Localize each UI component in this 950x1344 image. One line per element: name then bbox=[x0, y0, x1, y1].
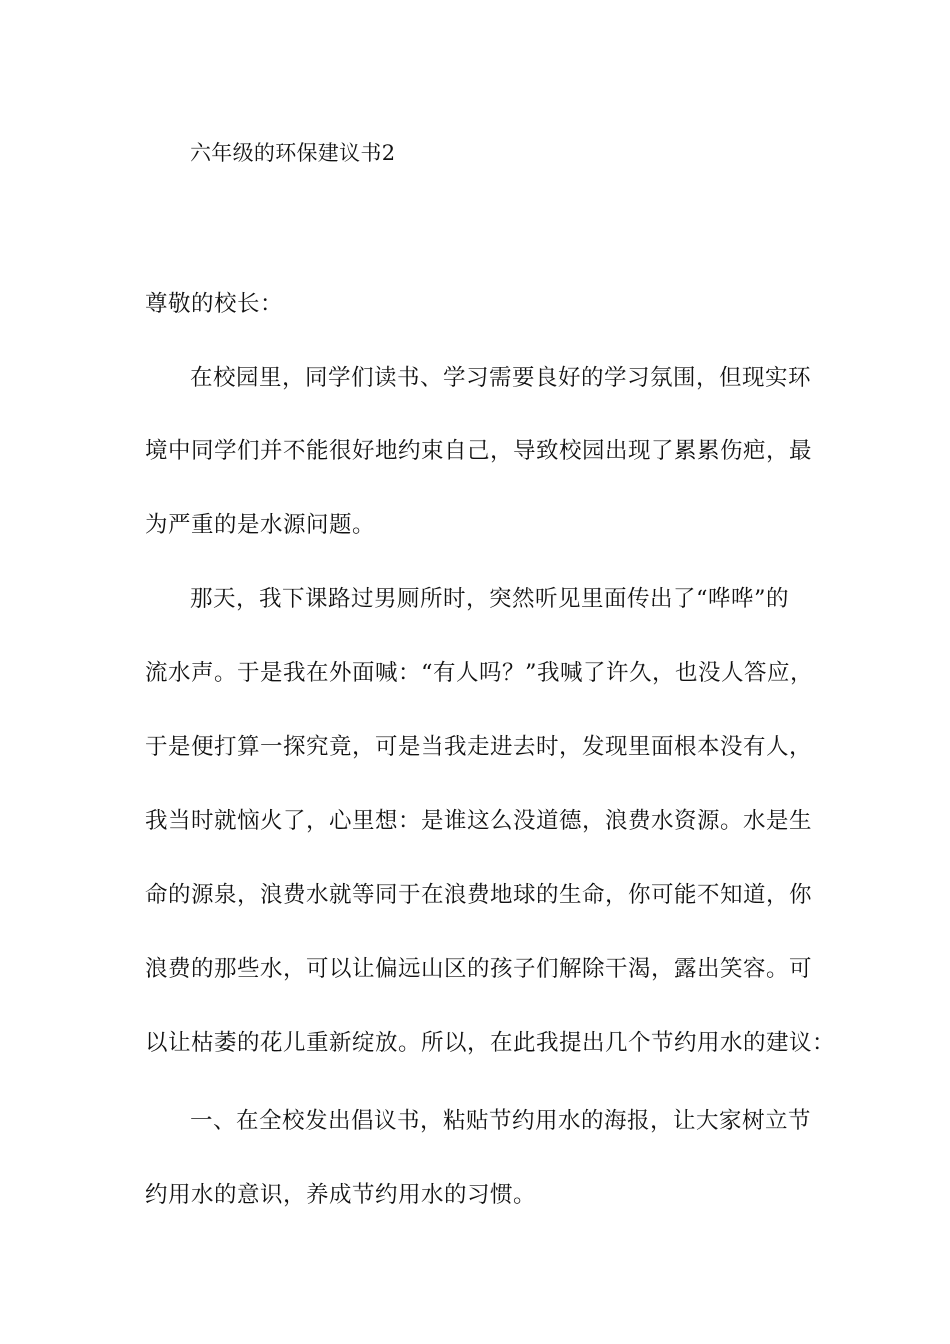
paragraph-2-line-4: 我当时就恼火了，心里想：是谁这么没道德，浪费水资源。水是生 bbox=[145, 808, 813, 834]
paragraph-1-line-2: 境中同学们并不能很好地约束自己，导致校园出现了累累伤疤，最 bbox=[145, 438, 813, 464]
paragraph-1-line-3: 为严重的是水源问题。 bbox=[145, 512, 376, 538]
paragraph-2-line-2: 流水声。于是我在外面喊：“有人吗？”我喊了许久，也没人答应， bbox=[145, 660, 814, 686]
paragraph-2-line-3: 于是便打算一探究竟，可是当我走进去时，发现里面根本没有人， bbox=[145, 734, 813, 760]
paragraph-2-line-6: 浪费的那些水，可以让偏远山区的孩子们解除干渴，露出笑容。可 bbox=[145, 956, 813, 982]
paragraph-3-line-2: 约用水的意识，养成节约用水的习惯。 bbox=[145, 1182, 537, 1208]
paragraph-1-line-1: 在校园里，同学们读书、学习需要良好的学习氛围，但现实环 bbox=[190, 365, 812, 391]
paragraph-2-line-5: 命的源泉，浪费水就等同于在浪费地球的生命，你可能不知道，你 bbox=[145, 882, 813, 908]
paragraph-3-line-1: 一、在全校发出倡议书，粘贴节约用水的海报，让大家树立节 bbox=[190, 1108, 812, 1134]
salutation: 尊敬的校长： bbox=[145, 291, 284, 317]
paragraph-2-line-1: 那天，我下课路过男厕所时，突然听见里面传出了“哗哗”的 bbox=[190, 586, 790, 612]
document-title: 六年级的环保建议书2 bbox=[190, 141, 396, 165]
paragraph-2-line-7: 以让枯萎的花儿重新绽放。所以，在此我提出几个节约用水的建议： bbox=[145, 1030, 836, 1056]
